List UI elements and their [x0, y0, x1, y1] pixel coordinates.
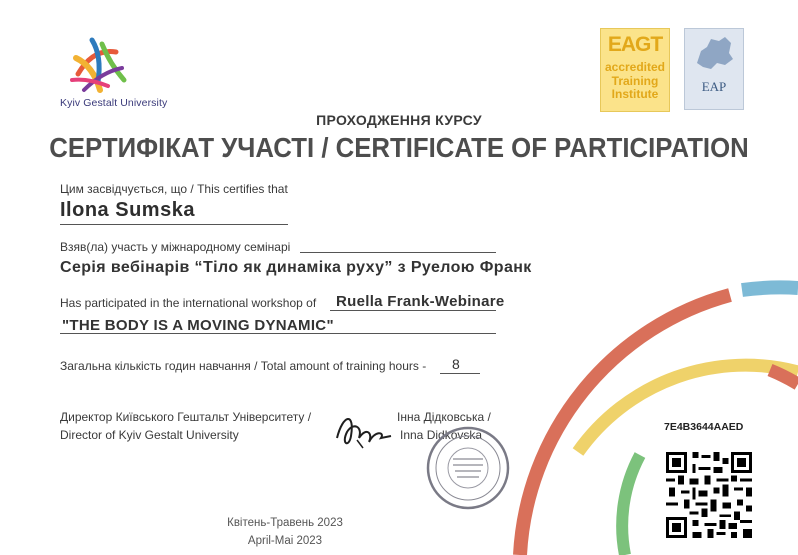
eagt-badge — [600, 28, 670, 112]
eagt-title: EAGT — [607, 33, 663, 56]
arc-yellow-mid — [578, 365, 798, 452]
workshop-quote: "THE BODY IS A MOVING DYNAMIC" — [62, 317, 334, 334]
workshop-line — [330, 310, 496, 311]
director-signature — [333, 408, 395, 452]
hours-value: 8 — [452, 356, 460, 372]
date-ua: Квітень-Травень 2023 — [227, 517, 343, 529]
director-name-en: Inna Didkovska — [400, 428, 483, 442]
certificate-code: 7E4B3644AAED — [664, 421, 744, 433]
participant-name: Ilona Sumska — [60, 199, 195, 221]
europe-map-icon — [691, 33, 737, 73]
participated-ua: Взяв(ла) участь у міжнародному семінарі — [60, 240, 291, 254]
eap-label: EAP — [701, 79, 727, 94]
arc-green-inner — [622, 455, 640, 555]
workshop-title: Ruella Frank-Webinare — [336, 293, 505, 310]
eap-badge — [684, 28, 744, 110]
date-en: April-Mai 2023 — [247, 535, 323, 547]
seminar-line-ua — [300, 252, 496, 253]
eagt-training: Training Institute — [611, 74, 659, 101]
eagt-accredited: accredited — [604, 60, 666, 74]
hours-label: Загальна кількість годин навчання / Total amount of training hours - — [60, 359, 427, 373]
participated-en: Has participated in the international workshop of — [60, 296, 317, 310]
director-title-ua: Директор Київського Гештальт Університету / — [60, 410, 312, 424]
university-name: Kyiv Gestalt University — [60, 97, 168, 109]
arc-blue-outer — [742, 287, 798, 290]
seminar-title: Серія вебінарів “Тіло як динаміка руху” з Руелою Франк — [60, 259, 532, 276]
qr-code[interactable] — [666, 452, 752, 538]
course-subtitle: ПРОХОДЖЕННЯ КУРСУ — [316, 112, 482, 128]
director-name-ua: Інна Дідковська / — [397, 410, 491, 424]
name-underline — [60, 224, 288, 225]
arc-red-mid — [770, 370, 798, 384]
certifies-text: Цим засвідчується, що / This certifies that — [60, 182, 288, 196]
hours-line — [440, 373, 480, 374]
quote-underline — [60, 333, 496, 334]
director-title-en: Director of Kyiv Gestalt University — [60, 428, 239, 442]
university-stamp — [425, 425, 511, 511]
certificate-title: СЕРТИФІКАТ УЧАСТІ / CERTIFICATE OF PARTICIPATION — [49, 132, 749, 163]
